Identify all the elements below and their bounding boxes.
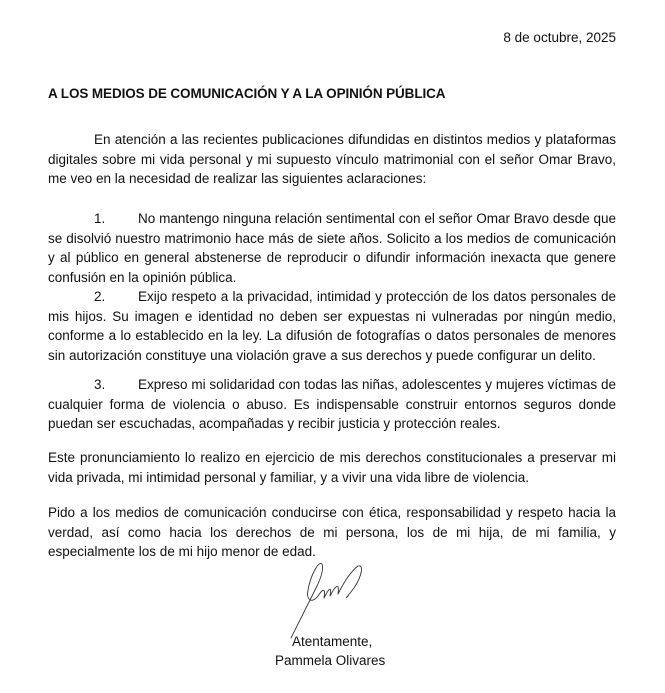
document-heading: A LOS MEDIOS DE COMUNICACIÓN Y A LA OPINIÓN PÚBLICA — [48, 86, 446, 101]
item-number: 3. — [94, 377, 106, 392]
list-item-2 — [48, 287, 616, 365]
handwritten-signature — [288, 560, 378, 640]
list-item-3 — [48, 375, 616, 434]
item-text: No mantengo ninguna relación sentimental con el señor Omar Bravo desde que se disolvió nuestro matrimonio hace más de siete años. Solicito a los medios de comunicación y al público en general abstenerse de reproducir o difundir información inexacta que genere confusión en la opinión pública. — [48, 211, 616, 285]
item-text: Exijo respeto a la privacidad, intimidad y protección de los datos personales de mis hijos. Su imagen e identidad no deben ser expuestas ni vulneradas por ningún medio, conforme a lo establecido en la ley. La difusión de fotografías o datos personales de menores sin autorización constituye una violación grave a sus derechos y puede configurar un delito. — [48, 289, 616, 363]
item-text: Expreso mi solidaridad con todas las niñas, adolescentes y mujeres víctimas de cualquier forma de violencia o abuso. Es indispensable construir entornos seguros donde puedan ser escuchadas, acompañadas y recibir justicia y protección reales. — [48, 377, 616, 431]
intro-paragraph: En atención a las recientes publicaciones difundidas en distintos medios y plataformas digitales sobre mi vida personal y mi supuesto vínculo matrimonial con el señor Omar Bravo, me veo en la necesidad de realizar las siguientes aclaraciones: — [48, 132, 616, 186]
item-number: 2. — [94, 289, 106, 304]
list-item-1 — [48, 209, 616, 287]
closing-text: Atentamente, — [292, 634, 373, 649]
signer-name: Pammela Olivares — [275, 653, 386, 668]
item-number: 1. — [94, 211, 106, 226]
document-date: 8 de octubre, 2025 — [503, 30, 616, 45]
request-paragraph: Pido a los medios de comunicación conducirse con ética, responsabilidad y respeto hacia la verdad, así como hacia los derechos de mi persona, los de mi hija, de mi familia, y especialmente los de mi hijo menor de edad. — [48, 505, 616, 559]
constitutional-paragraph: Este pronunciamiento lo realizo en ejercicio de mis derechos constitucionales a preservar mi vida privada, mi intimidad personal y familiar, y a vivir una vida libre de violencia. — [48, 450, 616, 485]
